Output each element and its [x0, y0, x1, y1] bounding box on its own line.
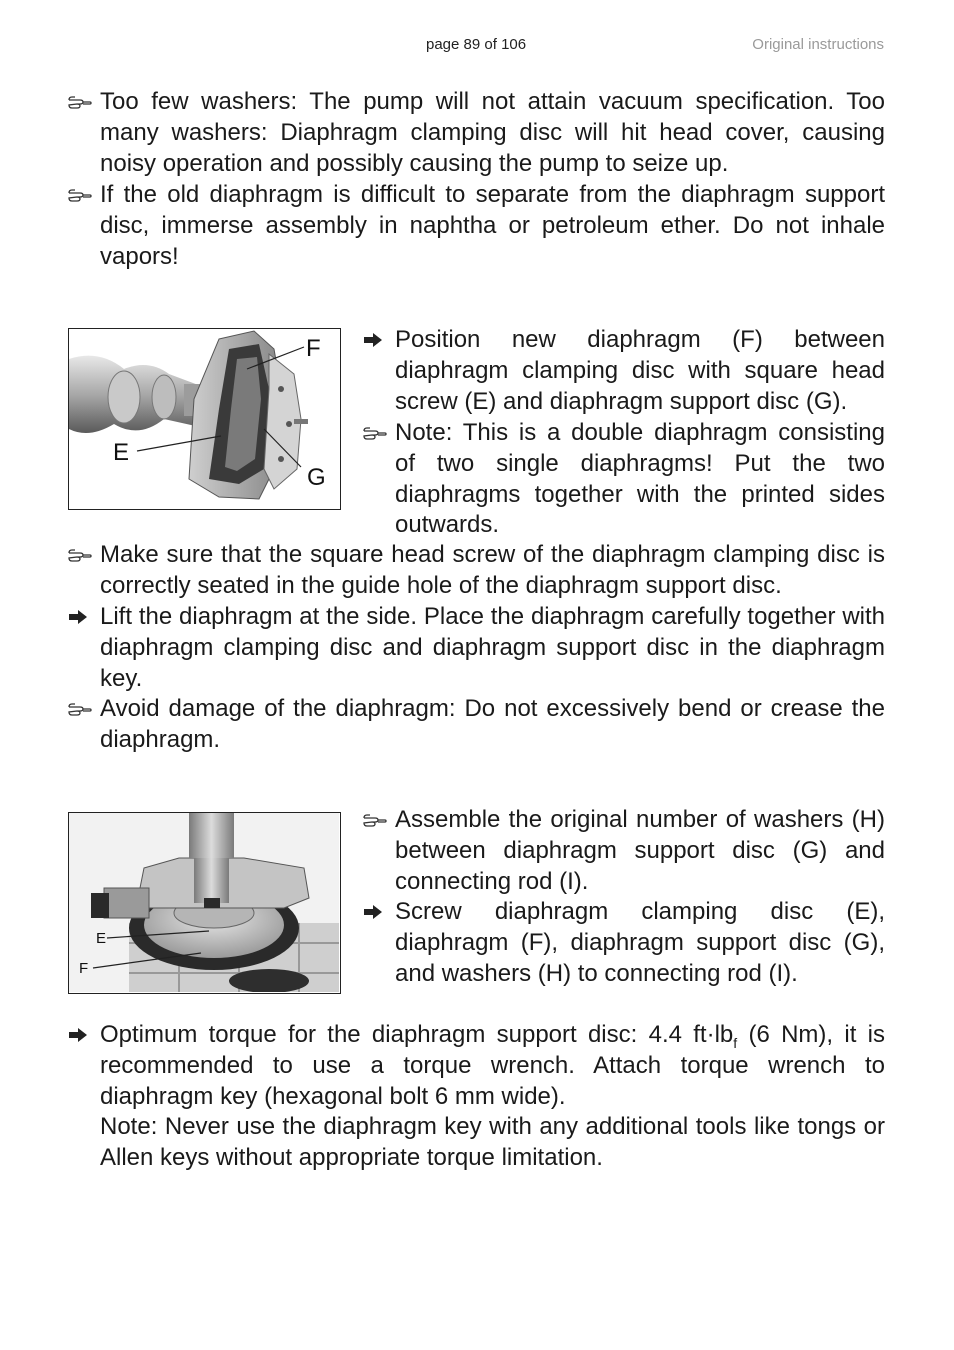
figure-diaphragm-key	[68, 812, 341, 994]
right-arrow-icon	[68, 602, 94, 624]
action-item	[395, 325, 885, 417]
note-item	[100, 540, 885, 602]
action-text: Lift the diaphragm at the side. Place the diaphragm carefully together with diaphragm clamping disc and diaphragm support disc in the diaphragm key.	[100, 603, 885, 692]
pointing-hand-icon	[363, 805, 389, 827]
note-text: Too few washers: The pump will not attain vacuum specification. Too many washers: Diaphragm clamping disc will hit head cover, causing noisy operation and possibly causing the pump to seize up.	[100, 88, 885, 177]
section-title: Original instructions	[752, 36, 884, 53]
figure1-label-g: G	[307, 464, 326, 491]
torque-dot: ·	[706, 1021, 715, 1048]
torque-after: (6 Nm), it is recommended to use a torque wrench. Attach torque wrench to diaphragm key (hexagonal bolt 6 mm wide).	[100, 1021, 885, 1110]
torque-before: Optimum torque for the diaphragm support disc: 4.4 ft	[100, 1021, 707, 1048]
note-item	[395, 418, 885, 541]
action-text: Position new diaphragm (F) between diaphragm clamping disc with square head screw (E) and diaphragm support disc (G).	[395, 326, 885, 415]
note-text: Assemble the original number of washers (H) between diaphragm support disc (G) and connecting rod (I).	[395, 806, 885, 895]
note-text: Avoid damage of the diaphragm: Do not excessively bend or crease the diaphragm.	[100, 695, 885, 753]
right-arrow-icon	[363, 325, 389, 347]
note-item	[100, 87, 885, 179]
figure1-label-f: F	[306, 335, 321, 362]
figure2-label-f: F	[79, 960, 89, 977]
right-arrow-icon	[68, 1020, 94, 1042]
torque-unit: lb	[714, 1021, 734, 1048]
note-text: Note: This is a double diaphragm consisting of two single diaphragms! Put the two diaphragms together with the printed sides outwards.	[395, 419, 885, 539]
pointing-hand-icon	[68, 180, 94, 202]
torque-unit-subscript: f	[733, 1034, 738, 1051]
pointing-hand-icon	[68, 540, 94, 562]
figure1-label-e: E	[113, 439, 130, 466]
note-item	[100, 694, 885, 756]
right-arrow-icon	[363, 897, 389, 919]
note-text: Make sure that the square head screw of the diaphragm clamping disc is correctly seated in the guide hole of the diaphragm support disc.	[100, 541, 885, 599]
action-item	[100, 602, 885, 694]
action-item	[395, 897, 885, 989]
note-item	[395, 805, 885, 897]
note-item	[100, 180, 885, 272]
torque-note: Note: Never use the diaphragm key with any additional tools like tongs or Allen keys without appropriate torque limitation.	[100, 1113, 885, 1172]
note-text: If the old diaphragm is difficult to separate from the diaphragm support disc, immerse assembly in naphtha or petroleum ether. Do not inhale vapors!	[100, 181, 885, 270]
pointing-hand-icon	[68, 87, 94, 109]
figure-diaphragm-assembly	[68, 328, 341, 510]
pointing-hand-icon	[68, 694, 94, 716]
page-number: page 89 of 106	[426, 36, 527, 53]
figure2-label-e: E	[96, 930, 107, 947]
action-text: Screw diaphragm clamping disc (E), diaphragm (F), diaphragm support disc (G), and washers (H) to connecting rod (I).	[395, 898, 885, 987]
pointing-hand-icon	[363, 418, 389, 440]
torque-text	[100, 1020, 885, 1112]
torque-item	[100, 1020, 885, 1174]
